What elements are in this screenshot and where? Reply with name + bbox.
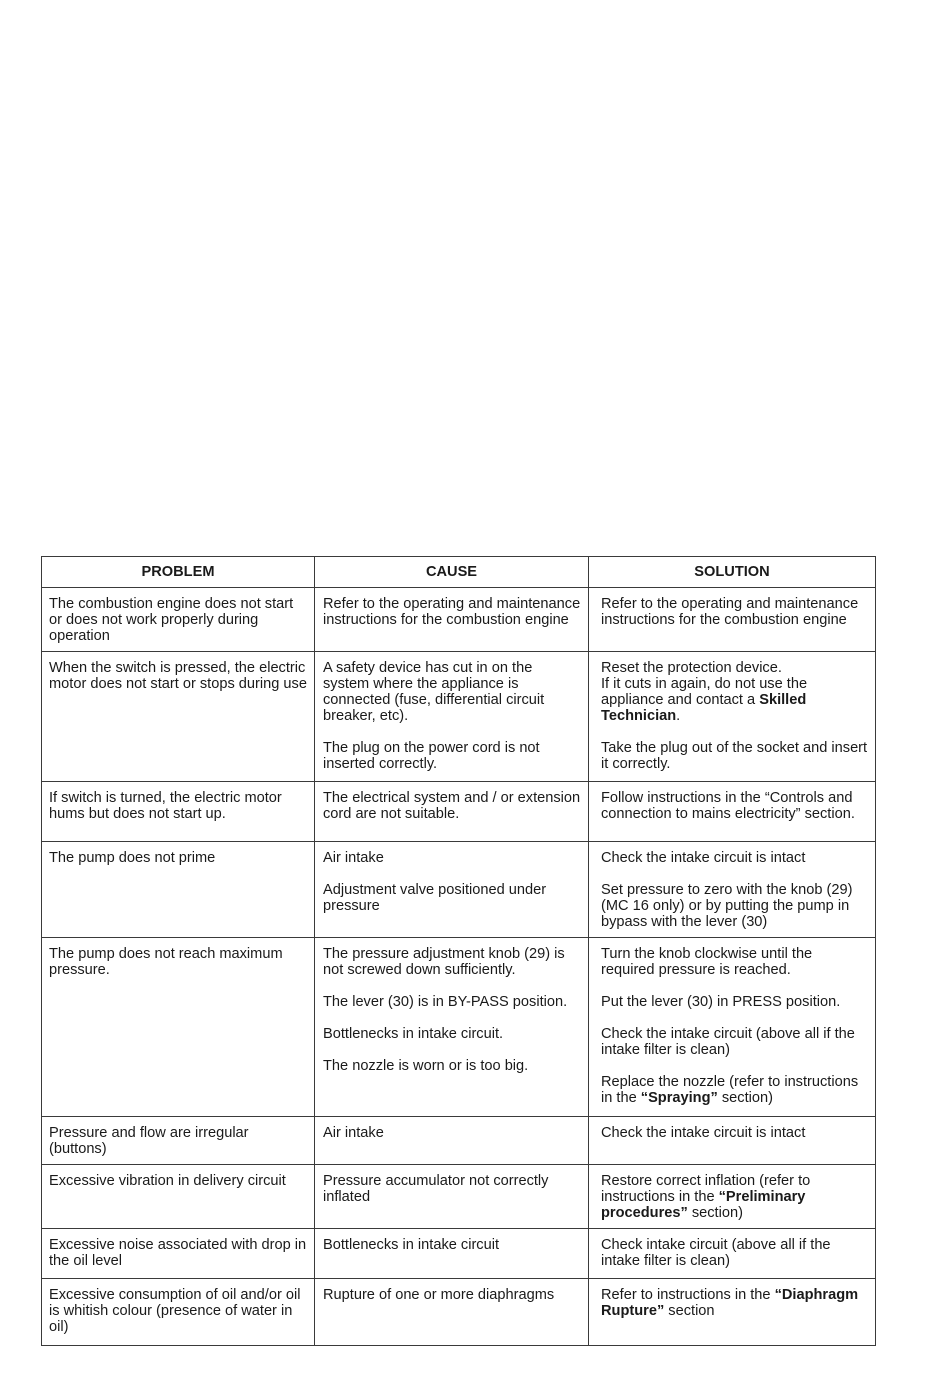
cause-cell — [315, 652, 589, 782]
solution-text: Reset the protection device. — [601, 660, 782, 676]
table-row — [42, 842, 876, 938]
solution-cell — [589, 1117, 876, 1165]
solution-entry — [601, 660, 869, 724]
solution-emphasis: Skilled Technician — [601, 692, 807, 724]
solution-text: Put the lever (30) in PRESS position. — [601, 994, 841, 1010]
solution-text: section) — [717, 1090, 773, 1106]
table-row — [42, 1279, 876, 1346]
solution-text: section) — [687, 1205, 743, 1221]
solution-entry — [601, 994, 869, 1010]
solution-text: Take the plug out of the socket and insert it correctly. — [601, 740, 868, 772]
solution-line — [601, 1074, 869, 1106]
table-row — [42, 588, 876, 652]
solution-text: Refer to the operating and maintenance instructions for the combustion engine — [601, 596, 859, 628]
solution-cell — [589, 1279, 876, 1346]
problem-cell: Excessive vibration in delivery circuit — [42, 1165, 315, 1229]
solution-line — [601, 1237, 869, 1269]
table-row — [42, 652, 876, 782]
solution-line — [601, 994, 869, 1010]
solution-cell — [589, 652, 876, 782]
solution-cell — [589, 1229, 876, 1279]
solution-line — [601, 790, 869, 822]
solution-emphasis: “Diaphragm Rupture” — [601, 1287, 859, 1319]
solution-line — [601, 660, 869, 676]
solution-text: Turn the knob clockwise until the required pressure is reached. — [601, 946, 813, 978]
solution-text: Check intake circuit (above all if the intake filter is clean) — [601, 1237, 831, 1269]
cause-cell — [315, 782, 589, 842]
cause-entry: Air intake — [323, 1125, 384, 1141]
solution-line — [601, 676, 869, 724]
solution-entry — [601, 596, 869, 628]
cause-cell — [315, 1229, 589, 1279]
solution-text: Check the intake circuit (above all if the intake filter is clean) — [601, 1026, 855, 1058]
table-row — [42, 1165, 876, 1229]
solution-cell — [589, 588, 876, 652]
solution-entry — [601, 790, 869, 822]
problem-header: PROBLEM — [42, 557, 315, 588]
cause-cell — [315, 588, 589, 652]
table-row — [42, 782, 876, 842]
cause-cell — [315, 842, 589, 938]
solution-entry — [601, 1125, 869, 1141]
cause-entry: The pressure adjustment knob (29) is not screwed down sufficiently. — [323, 946, 565, 978]
solution-entry — [601, 1173, 869, 1221]
solution-line — [601, 1026, 869, 1058]
solution-entry — [601, 1287, 869, 1319]
cause-entry: Rupture of one or more diaphragms — [323, 1287, 555, 1303]
solution-line — [601, 1125, 869, 1141]
header-row — [42, 557, 876, 588]
cause-cell — [315, 1279, 589, 1346]
cause-cell — [315, 938, 589, 1117]
solution-entry — [601, 740, 869, 772]
solution-line — [601, 882, 869, 930]
solution-line — [601, 740, 869, 772]
solution-entry — [601, 1026, 869, 1058]
solution-text: Check the intake circuit is intact — [601, 850, 806, 866]
solution-text: section — [664, 1303, 715, 1319]
solution-cell — [589, 1165, 876, 1229]
solution-text: Restore correct inflation (refer to instructions in the — [601, 1173, 811, 1205]
cause-header: CAUSE — [315, 557, 589, 588]
cause-entry: Bottlenecks in intake circuit — [323, 1237, 500, 1253]
problem-cell: The pump does not reach maximum pressure. — [42, 938, 315, 1117]
cause-entry: Air intake — [323, 850, 384, 866]
solution-entry — [601, 1074, 869, 1106]
solution-text: Replace the nozzle (refer to instructions in the — [601, 1074, 859, 1106]
cause-entry: Refer to the operating and maintenance instructions for the combustion engine — [323, 596, 581, 628]
troubleshooting-table — [41, 556, 876, 1346]
solution-entry — [601, 946, 869, 978]
solution-text: Set pressure to zero with the knob (29) (MC 16 only) or by putting the pump in bypass with the lever (30) — [601, 882, 853, 930]
solution-line — [601, 1173, 869, 1221]
solution-entry — [601, 850, 869, 866]
solution-emphasis: “Preliminary procedures” — [601, 1189, 806, 1221]
problem-cell: Excessive noise associated with drop in the oil level — [42, 1229, 315, 1279]
cause-entry: The nozzle is worn or is too big. — [323, 1058, 529, 1074]
problem-cell: The pump does not prime — [42, 842, 315, 938]
table-row — [42, 1117, 876, 1165]
cause-entry: The plug on the power cord is not inserted correctly. — [323, 740, 540, 772]
solution-entry — [601, 882, 869, 930]
problem-cell: Pressure and flow are irregular (buttons) — [42, 1117, 315, 1165]
solution-header: SOLUTION — [589, 557, 876, 588]
problem-cell: If switch is turned, the electric motor hums but does not start up. — [42, 782, 315, 842]
problem-cell: The combustion engine does not start or does not work properly during operation — [42, 588, 315, 652]
cause-entry: Bottlenecks in intake circuit. — [323, 1026, 504, 1042]
solution-line — [601, 850, 869, 866]
solution-line — [601, 596, 869, 628]
problem-cell: Excessive consumption of oil and/or oil is whitish colour (presence of water in oil) — [42, 1279, 315, 1346]
table-row — [42, 938, 876, 1117]
solution-text: Check the intake circuit is intact — [601, 1125, 806, 1141]
problem-cell: When the switch is pressed, the electric motor does not start or stops during use — [42, 652, 315, 782]
solution-cell — [589, 782, 876, 842]
cause-entry: The electrical system and / or extension cord are not suitable. — [323, 790, 581, 822]
solution-text: Refer to instructions in the — [601, 1287, 775, 1303]
solution-entry — [601, 1237, 869, 1269]
table-row — [42, 1229, 876, 1279]
cause-cell — [315, 1117, 589, 1165]
solution-text: . — [676, 708, 681, 724]
cause-entry: A safety device has cut in on the system where the appliance is connected (fuse, differential circuit breaker, etc). — [323, 660, 545, 724]
solution-cell — [589, 938, 876, 1117]
solution-text: Follow instructions in the “Controls and connection to mains electricity” section. — [601, 790, 855, 822]
cause-entry: The lever (30) is in BY-PASS position. — [323, 994, 568, 1010]
solution-text: If it cuts in again, do not use the appliance and contact a — [601, 676, 808, 708]
cause-entry: Adjustment valve positioned under pressure — [323, 882, 547, 914]
solution-line — [601, 1287, 869, 1319]
solution-cell — [589, 842, 876, 938]
cause-cell — [315, 1165, 589, 1229]
solution-emphasis: “Spraying” — [640, 1090, 718, 1106]
solution-line — [601, 946, 869, 978]
cause-entry: Pressure accumulator not correctly inflated — [323, 1173, 549, 1205]
